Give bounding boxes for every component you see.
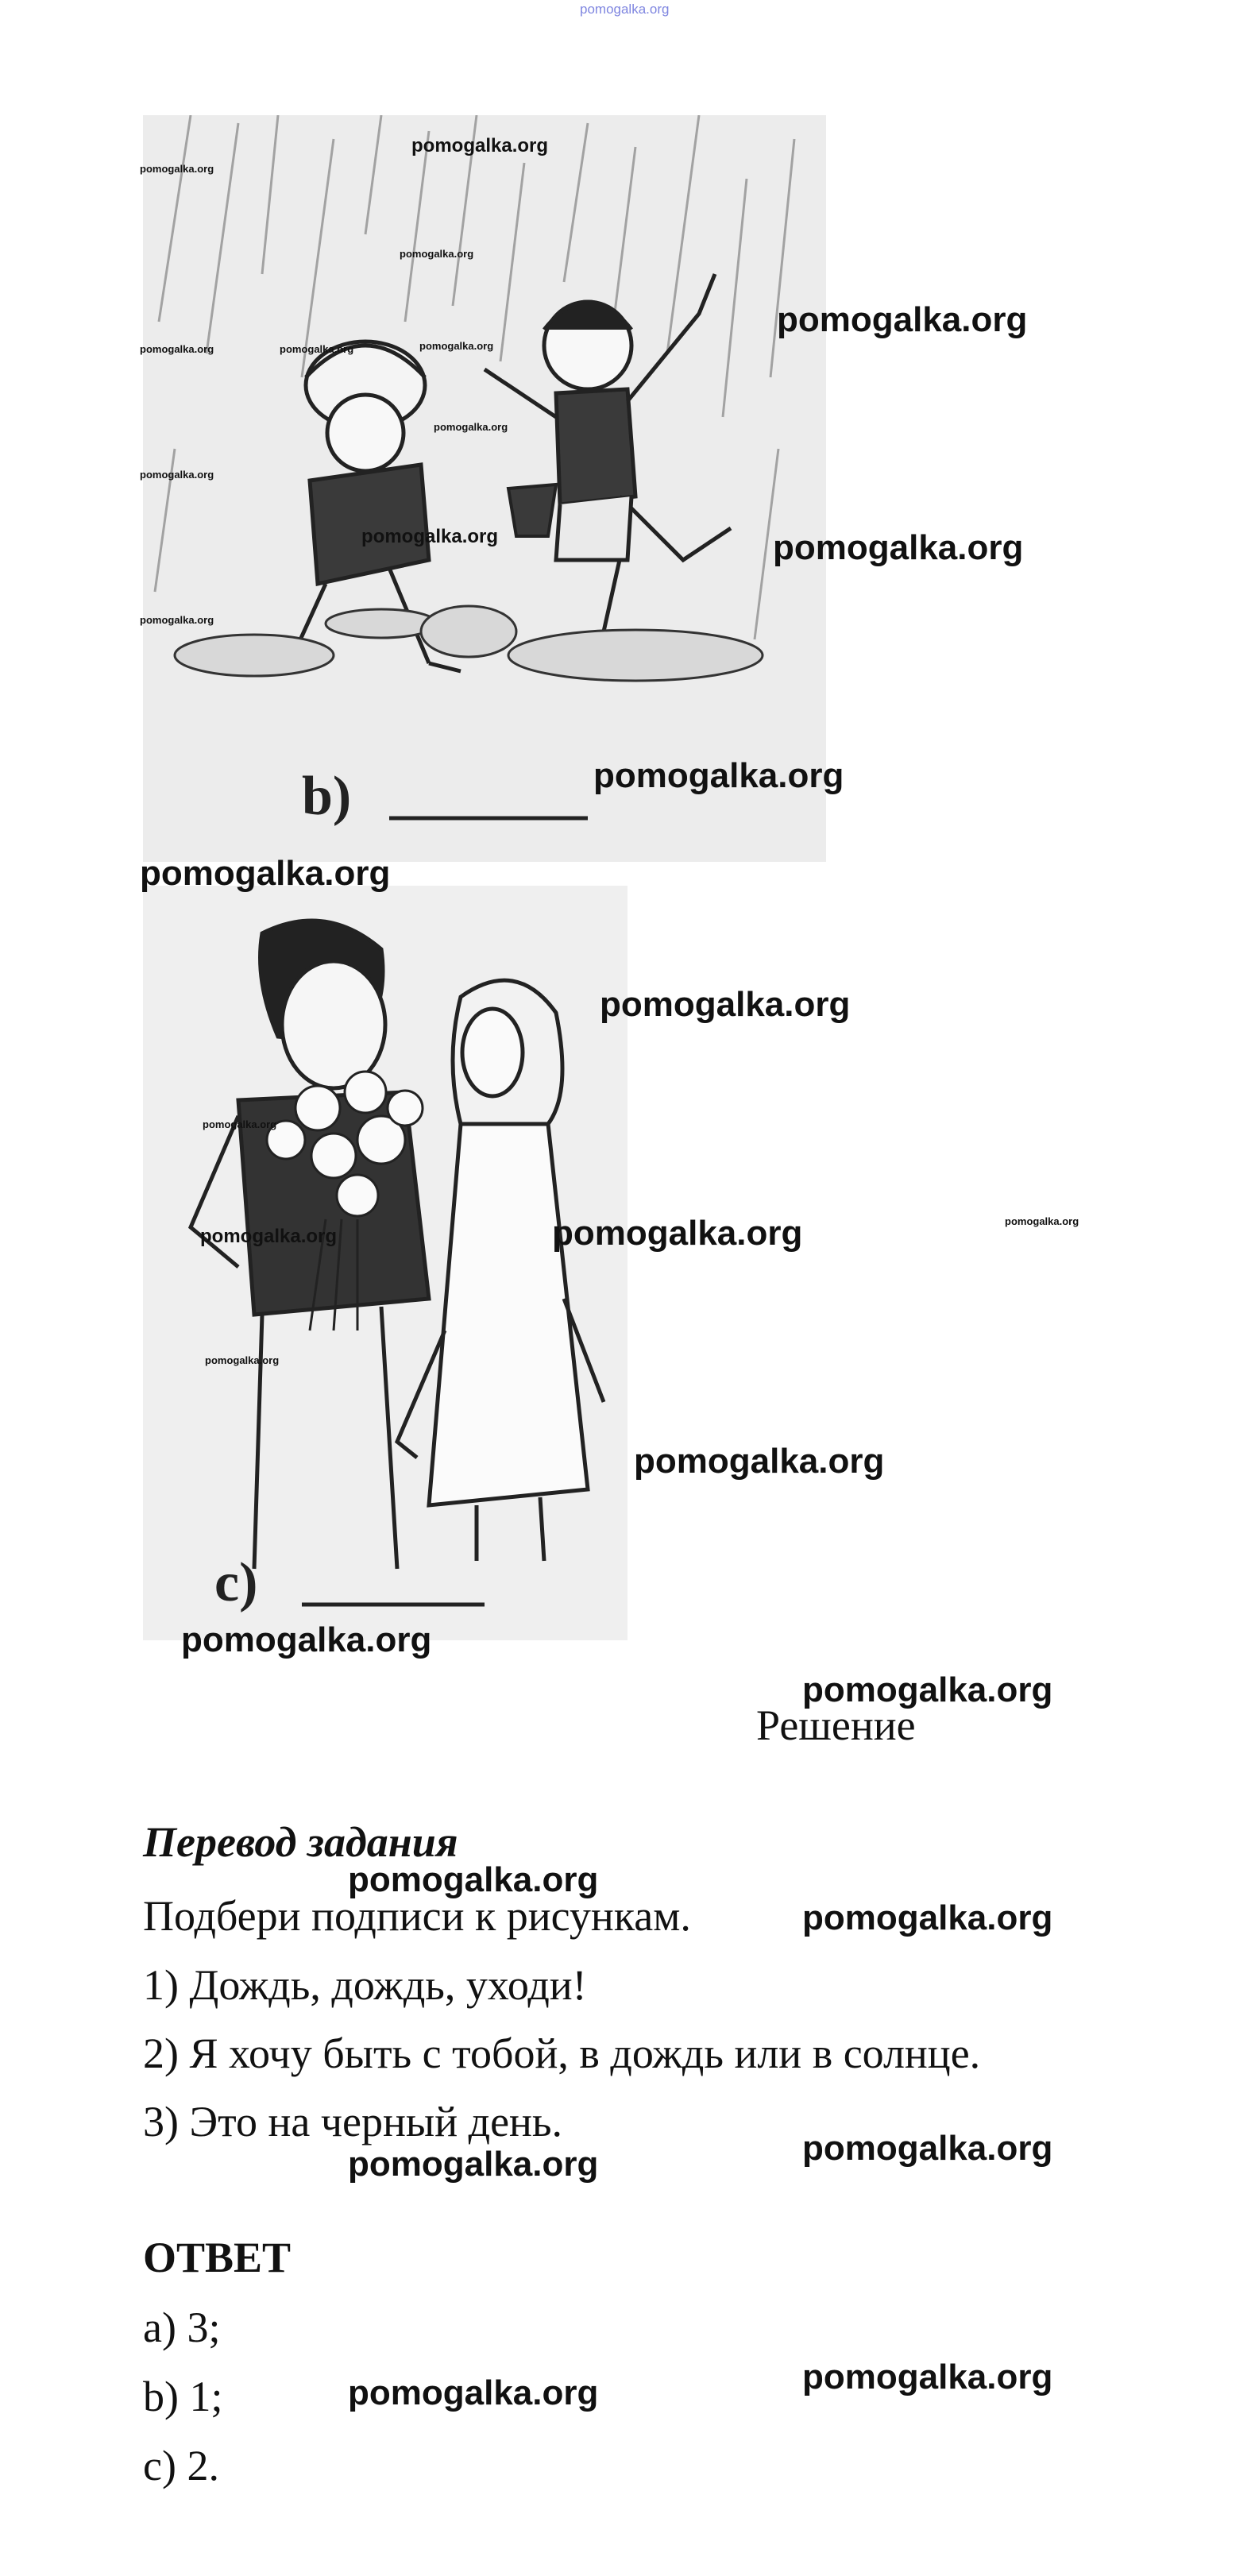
rain-drawing bbox=[143, 115, 826, 862]
watermark: pomogalka.org bbox=[348, 2373, 599, 2412]
watermark: pomogalka.org bbox=[200, 1226, 338, 1247]
flowers-drawing bbox=[143, 886, 628, 1640]
watermark: pomogalka.org bbox=[140, 343, 214, 355]
watermark: pomogalka.org bbox=[634, 1442, 885, 1481]
watermark: pomogalka.org bbox=[802, 2358, 1053, 2396]
watermark: pomogalka.org bbox=[205, 1354, 280, 1366]
answer-item: b) 1; bbox=[143, 2373, 223, 2420]
translation-line: Подбери подписи к рисункам. bbox=[143, 1892, 691, 1940]
watermark: pomogalka.org bbox=[348, 1860, 599, 1899]
watermark: pomogalka.org bbox=[140, 614, 214, 626]
watermark: pomogalka.org bbox=[280, 343, 354, 355]
watermark: pomogalka.org bbox=[400, 248, 474, 260]
watermark: pomogalka.org bbox=[802, 1670, 1053, 1709]
site-header-link[interactable]: pomogalka.org bbox=[580, 2, 670, 17]
watermark: pomogalka.org bbox=[802, 2129, 1053, 2168]
watermark: pomogalka.org bbox=[411, 135, 549, 156]
watermark: pomogalka.org bbox=[773, 528, 1024, 567]
solution-heading: Решение bbox=[756, 1701, 916, 1749]
watermark: pomogalka.org bbox=[593, 756, 844, 795]
illustration-flowers bbox=[143, 886, 628, 1640]
watermark: pomogalka.org bbox=[140, 854, 391, 893]
translation-title: Перевод задания bbox=[143, 1818, 458, 1866]
watermark: pomogalka.org bbox=[777, 300, 1028, 339]
answer-item: a) 3; bbox=[143, 2304, 221, 2351]
watermark: pomogalka.org bbox=[140, 469, 214, 481]
watermark: pomogalka.org bbox=[419, 340, 494, 352]
translation-line: 2) Я хочу быть с тобой, в дождь или в солнце. bbox=[143, 2030, 981, 2077]
watermark: pomogalka.org bbox=[348, 2145, 599, 2184]
illustration-rain bbox=[143, 115, 826, 862]
watermark: pomogalka.org bbox=[552, 1214, 803, 1253]
watermark: pomogalka.org bbox=[140, 163, 214, 175]
watermark: pomogalka.org bbox=[434, 421, 508, 433]
watermark: pomogalka.org bbox=[361, 526, 499, 547]
watermark: pomogalka.org bbox=[600, 985, 851, 1024]
watermark: pomogalka.org bbox=[802, 1898, 1053, 1937]
answer-title: ОТВЕТ bbox=[143, 2234, 292, 2281]
watermark: pomogalka.org bbox=[203, 1118, 277, 1130]
watermark: pomogalka.org bbox=[181, 1620, 432, 1659]
translation-line: 3) Это на черный день. bbox=[143, 2098, 563, 2145]
figure-b-label: b) bbox=[302, 766, 352, 827]
translation-line: 1) Дождь, дождь, уходи! bbox=[143, 1961, 587, 2009]
figure-c-label: c) bbox=[214, 1552, 258, 1613]
watermark: pomogalka.org bbox=[1005, 1215, 1079, 1227]
answer-item: c) 2. bbox=[143, 2442, 219, 2489]
